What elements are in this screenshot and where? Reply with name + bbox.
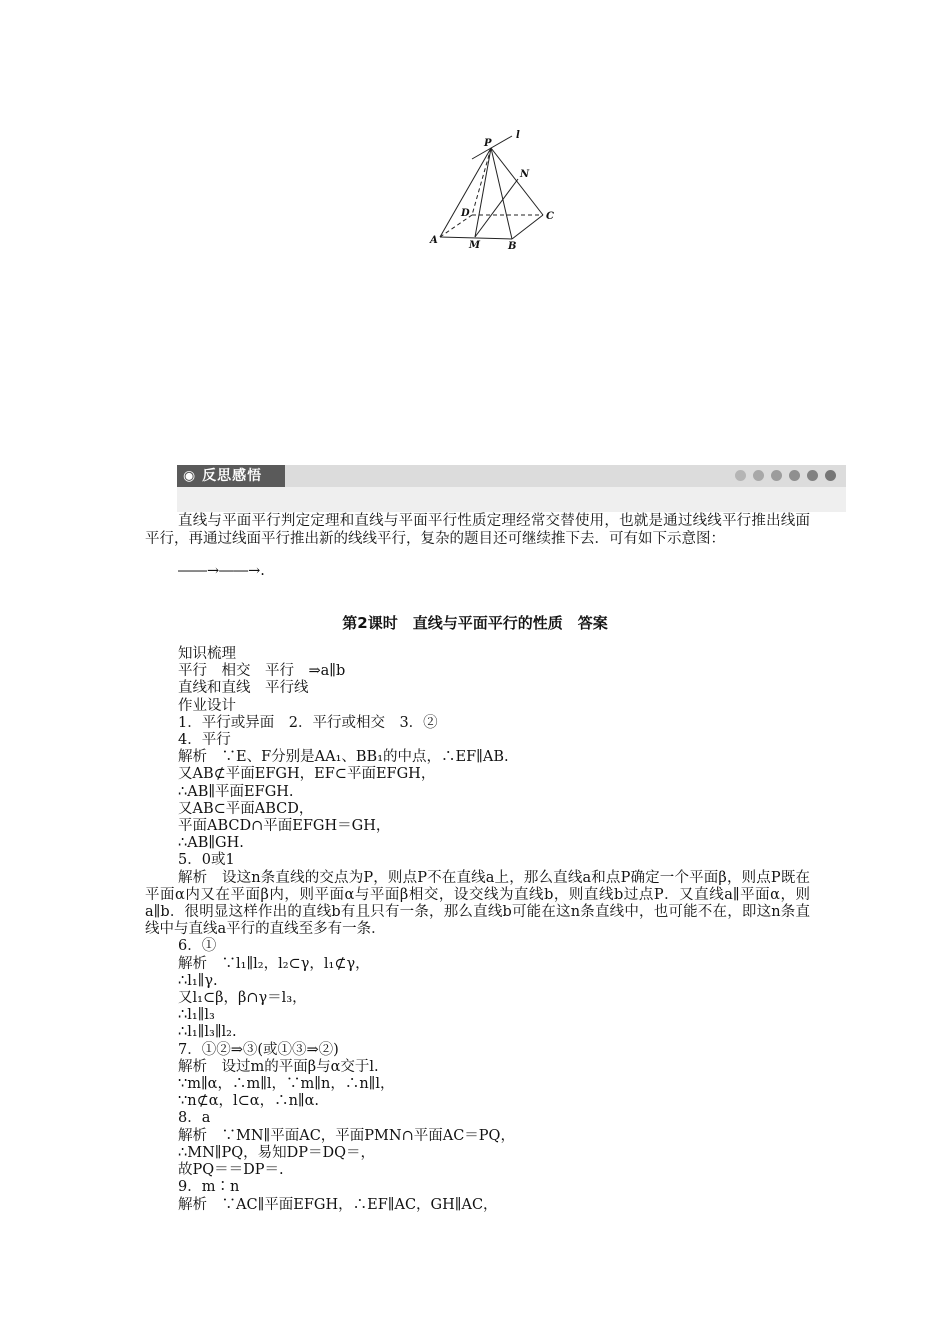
- answer-line: 又AB⊄平面EFGH，EF⊂平面EFGH，: [178, 766, 436, 783]
- edge-AB: [440, 237, 512, 239]
- arrow-diagram: ――→――→.: [178, 563, 265, 579]
- dot-icon: [825, 470, 836, 481]
- answer-line: 故PQ＝＝DP＝.: [178, 1162, 284, 1179]
- banner-bottom-bar: [177, 487, 846, 512]
- answer-line: 又l₁⊂β，β∩γ＝l₃，: [178, 990, 307, 1007]
- dot-icon: [753, 470, 764, 481]
- label-D: D: [461, 208, 470, 219]
- answer-line: 6．①: [178, 938, 217, 955]
- dot-icon: [771, 470, 782, 481]
- answer-line: ∵m∥α，∴m∥l，∵m∥n，∴n∥l，: [178, 1076, 395, 1093]
- line-l: [472, 136, 512, 159]
- dot-icon: [735, 470, 746, 481]
- answer-line: ∴MN∥PQ，易知DP＝DQ＝，: [178, 1144, 375, 1161]
- segment-MN: [475, 179, 518, 237]
- answer-line: 7．①②⇒③(或①③⇒②): [178, 1041, 339, 1058]
- label-P: P: [484, 138, 492, 149]
- answer-line: 9．m∶n: [178, 1179, 240, 1196]
- answer-line: 知识梳理: [178, 646, 236, 662]
- answer-line: 解析 ∵l₁∥l₂，l₂⊂γ，l₁⊄γ，: [178, 955, 370, 972]
- answer-line: 平面ABCD∩平面EFGH＝GH，: [178, 818, 391, 835]
- answer-line: 5．0或1: [178, 852, 235, 869]
- answer-line: ∴AB∥平面EFGH.: [178, 783, 294, 800]
- answer-line: ∴l₁∥γ.: [178, 972, 218, 989]
- answer-line: 解析 ∵E、F分别是AA₁、BB₁的中点，∴EF∥AB.: [178, 749, 509, 766]
- label-B: B: [508, 241, 517, 252]
- banner-dots: [735, 470, 836, 481]
- answer-line: 又AB⊂平面ABCD，: [178, 800, 314, 817]
- reflection-paragraph: [145, 512, 810, 548]
- label-M: M: [469, 240, 481, 251]
- answer-line: ∴AB∥GH.: [178, 835, 244, 852]
- answer-line: 1．平行或异面 2．平行或相交 3．②: [178, 714, 438, 731]
- dot-icon: [807, 470, 818, 481]
- section-title: 第2课时 直线与平面平行的性质 答案: [342, 614, 608, 632]
- answer-line: 解析 设过m的平面β与α交于l.: [178, 1058, 379, 1075]
- label-C: C: [546, 211, 554, 222]
- answer-line: 作业设计: [178, 697, 236, 714]
- edge-PD: [472, 148, 491, 215]
- reflection-text: 直线与平面平行判定定理和直线与平面平行性质定理经常交替使用，也就是通过线线平行推出线面平行，再通过线面平行推出新的线线平行，复杂的题目还可继续推下去．可有如下示意图：: [145, 513, 810, 547]
- label-l: l: [516, 130, 520, 141]
- answer-line: ∴l₁∥l₃: [178, 1007, 215, 1024]
- answer-line: 解析 ∵AC∥平面EFGH，∴EF∥AC，GH∥AC，: [178, 1196, 498, 1213]
- answer-line: 4．平行: [178, 732, 231, 749]
- pyramid-figure: [420, 124, 570, 254]
- answer-line: ∴l₁∥l₃∥l₂.: [178, 1024, 237, 1041]
- banner-title: ◉ 反思感悟: [177, 465, 285, 487]
- label-A: A: [430, 235, 438, 246]
- answer-line: ∵n⊄α，l⊂α，∴n∥α.: [178, 1093, 320, 1110]
- label-N: N: [520, 169, 530, 180]
- answer-line: 平行 相交 平行 ⇒a∥b: [178, 663, 346, 680]
- answer-line: 解析 ∵MN∥平面AC，平面PMN∩平面AC＝PQ，: [178, 1127, 515, 1144]
- edge-BC: [512, 215, 543, 239]
- answer-paragraph: 解析 设这n条直线的交点为P，则点P不在直线a上，那么直线a和点P确定一个平面β，则点P既在平面α内又在平面β内，则平面α与平面β相交，设交线为直线b，则直线b过点P．又直线a∥平面α，则a∥b．很明显这样作出的直线b有且只有一条，那么直线b可能在这n条直线中，也可能不在，即这n条直线中与直线a平行的直线至多有一条．: [145, 869, 810, 938]
- answer-list: [145, 646, 810, 1214]
- dot-icon: [789, 470, 800, 481]
- answer-line: 直线和直线 平行线: [178, 680, 309, 697]
- banner-top-bar: [177, 465, 846, 487]
- answer-line: 8．a: [178, 1110, 211, 1127]
- section-banner: [177, 465, 846, 512]
